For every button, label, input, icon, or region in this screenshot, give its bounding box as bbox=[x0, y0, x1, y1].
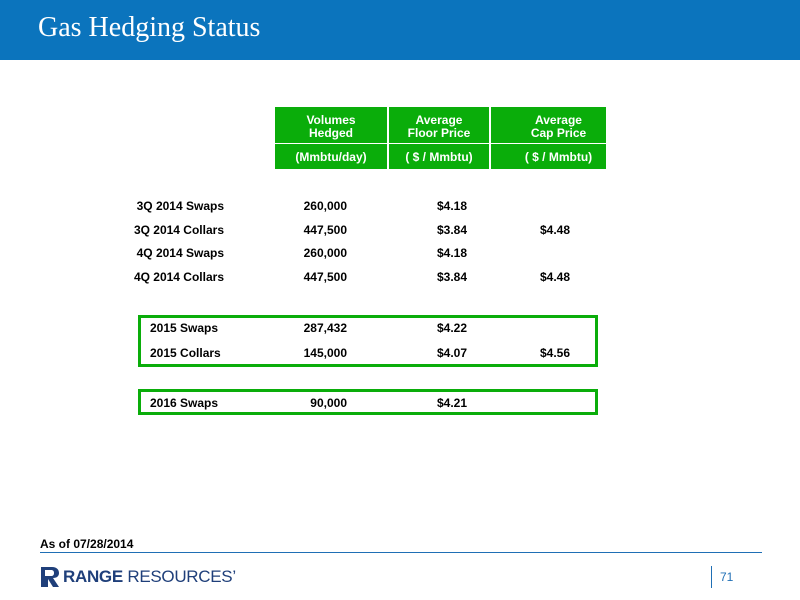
table-row bbox=[0, 346, 800, 362]
row-floor: $3.84 bbox=[436, 223, 467, 237]
row-floor: $4.18 bbox=[436, 199, 467, 213]
row-label: 2016 Swaps bbox=[150, 396, 219, 410]
row-label: 2015 Collars bbox=[150, 346, 221, 360]
header-cap bbox=[511, 107, 606, 169]
title-bar bbox=[0, 0, 800, 60]
header-volumes-line2: Hedged bbox=[308, 126, 353, 140]
page-number: 71 bbox=[720, 570, 734, 584]
row-label: 4Q 2014 Swaps bbox=[136, 246, 224, 260]
header-floor-unit: ( $ / Mmbtu) bbox=[405, 150, 473, 164]
header-volumes-unit: (Mmbtu/day) bbox=[295, 150, 367, 164]
header-floor bbox=[389, 107, 489, 169]
row-label: 3Q 2014 Collars bbox=[133, 223, 224, 237]
table-row bbox=[0, 321, 800, 337]
row-floor: $4.07 bbox=[436, 346, 467, 360]
row-label: 4Q 2014 Collars bbox=[133, 270, 224, 284]
header-floor-line1: Average bbox=[415, 113, 463, 127]
row-floor: $4.21 bbox=[436, 396, 467, 410]
row-cap: $4.48 bbox=[539, 270, 570, 284]
table-row bbox=[0, 396, 800, 412]
page-number-divider bbox=[711, 566, 712, 588]
header-gap bbox=[491, 107, 511, 169]
table-row bbox=[0, 223, 800, 239]
row-volume: 447,500 bbox=[303, 270, 347, 284]
row-floor: $3.84 bbox=[436, 270, 467, 284]
header-volumes bbox=[275, 107, 387, 169]
table-row bbox=[0, 246, 800, 262]
row-volume: 260,000 bbox=[303, 199, 347, 213]
page-title: Gas Hedging Status bbox=[38, 12, 261, 43]
header-floor-line2: Floor Price bbox=[407, 126, 471, 140]
brand-name bbox=[63, 567, 236, 587]
row-label: 3Q 2014 Swaps bbox=[136, 199, 224, 213]
row-volume: 145,000 bbox=[303, 346, 347, 360]
row-volume: 90,000 bbox=[310, 396, 347, 410]
row-volume: 287,432 bbox=[303, 321, 347, 335]
header-cap-line2: Cap Price bbox=[530, 126, 587, 140]
row-floor: $4.18 bbox=[436, 246, 467, 260]
brand-name-bold: RANGE bbox=[63, 567, 123, 586]
row-label: 2015 Swaps bbox=[150, 321, 219, 335]
range-r-icon bbox=[40, 566, 60, 588]
row-cap: $4.48 bbox=[539, 223, 570, 237]
as-of-date: As of 07/28/2014 bbox=[40, 537, 134, 551]
row-volume: 260,000 bbox=[303, 246, 347, 260]
table-row bbox=[0, 270, 800, 286]
brand-name-light: RESOURCES bbox=[127, 567, 233, 586]
header-cap-line1: Average bbox=[535, 113, 582, 127]
footer-divider bbox=[40, 552, 762, 553]
row-cap: $4.56 bbox=[539, 346, 570, 360]
row-volume: 447,500 bbox=[303, 223, 347, 237]
brand-mark: ’ bbox=[232, 567, 236, 586]
header-volumes-line1: Volumes bbox=[306, 113, 356, 127]
header-cap-unit: ( $ / Mmbtu) bbox=[524, 150, 593, 164]
row-floor: $4.22 bbox=[436, 321, 467, 335]
header-divider bbox=[275, 143, 606, 144]
table-row bbox=[0, 199, 800, 215]
